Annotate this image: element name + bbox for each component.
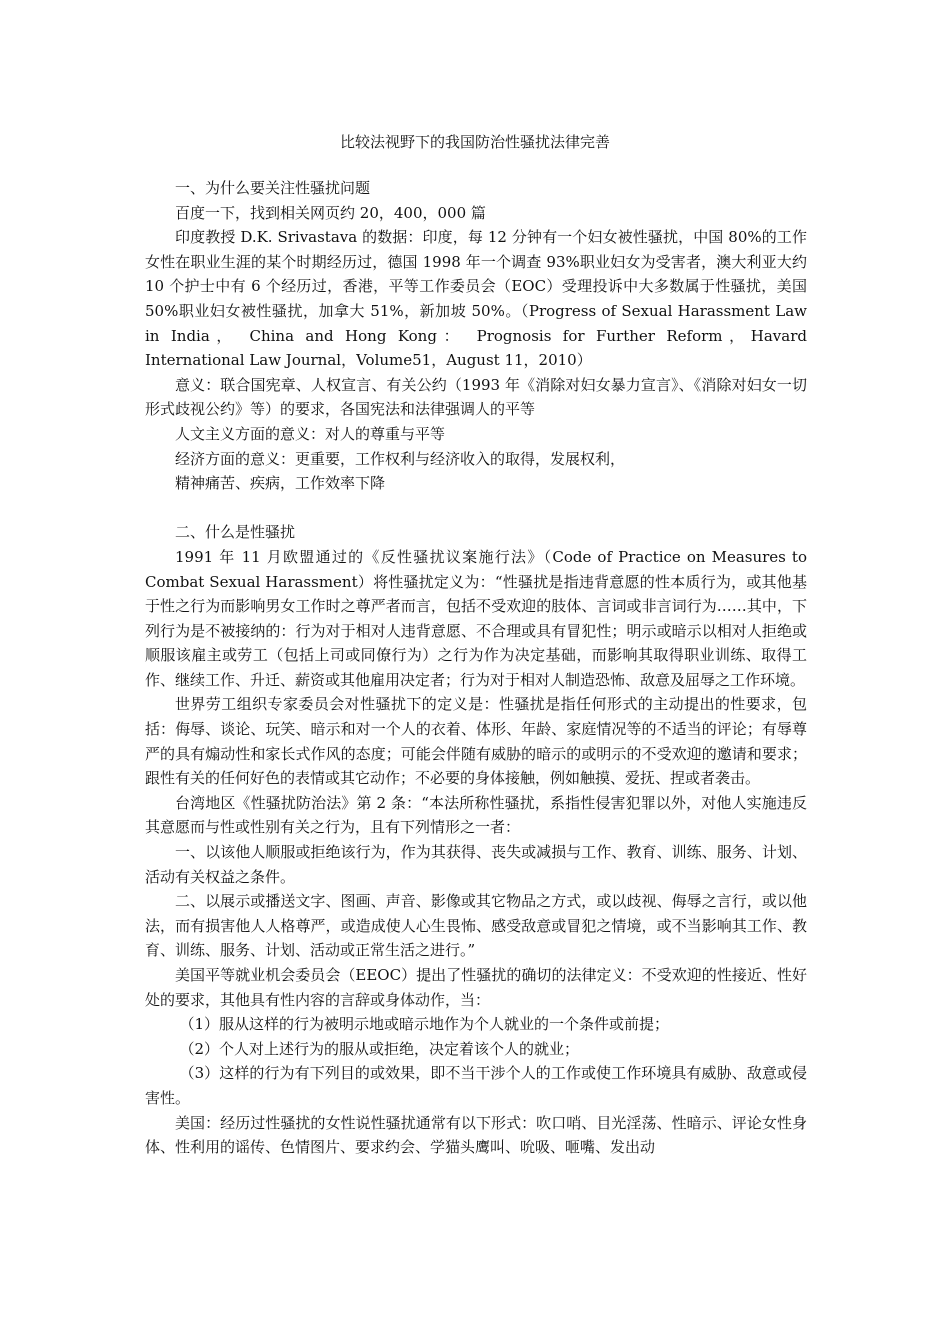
paragraph: 精神痛苦、疾病，工作效率下降 — [175, 474, 386, 493]
list-item: （3）这样的行为有下列目的或效果，即不当干涉个人的工作或使工作环境具有威胁、敌意或侵害性。 — [145, 1064, 807, 1107]
paragraph: 美国平等就业机会委员会（EEOC）提出了性骚扰的确切的法律定义：不受欢迎的性接近、性好处的要求，其他具有性内容的言辞或身体动作，当： — [145, 966, 807, 1009]
paragraph: 二、以展示或播送文字、图画、声音、影像或其它物品之方式，或以歧视、侮辱之言行，或以他法，而有损害他人人格尊严，或造成使人心生畏怖、感受敌意或冒犯之情境，或不当影响其工作、教育、训练、服务、计划、活动或正常生活之进行。” — [145, 892, 807, 960]
paragraph: 经济方面的意义：更重要，工作权利与经济收入的取得，发展权利， — [175, 449, 626, 468]
list-item: （1）服从这样的行为被明示地或暗示地作为个人就业的一个条件或前提； — [179, 1015, 670, 1034]
paragraph: 台湾地区《性骚扰防治法》第 2 条：“本法所称性骚扰，系指性侵害犯罪以外，对他人实施违反其意愿而与性或性别有关之行为，且有下列情形之一者： — [145, 793, 807, 837]
section-gap — [145, 496, 807, 521]
section1-heading: 一、为什么要关注性骚扰问题 — [175, 179, 371, 197]
paragraph: 人文主义方面的意义：对人的尊重与平等 — [175, 424, 446, 443]
paragraph: 美国：经历过性骚扰的女性说性骚扰通常有以下形式：吹口哨、目光淫荡、性暗示、评论女性身体、性利用的谣传、色情图片、要求约会、学猫头鹰叫、吮吸、咂嘴、发出动 — [145, 1113, 807, 1157]
paragraph: 印度教授 D.K. Srivastava 的数据：印度，每 12 分钟有一个妇女被性骚扰，中国 80%的工作女性在职业生涯的某个时期经历过，德国 1998 年一个调查 93%职业妇女为受害者，澳大利亚大约 10 个护士中有 6 个经历过，香港，平等工作委员会（EOC）受理投诉中大多数属于性骚扰，美国 50%职业妇女被性骚扰，加拿大 51%，新加坡 50%。（Progress of Sexual Harassment Law in India， China and Hong Kong： Prognosis for Further Reform，Havard International Law Journal，Volume51，August 11，2010） — [145, 228, 807, 370]
paragraph: 世界劳工组织专家委员会对性骚扰下的定义是：性骚扰是指任何形式的主动提出的性要求，包括：侮辱、谈论、玩笑、暗示和对一个人的衣着、体形、年龄、家庭情况等的不适当的评论；有辱尊严的具有煽动性和家长式作风的态度；可能会伴随有威胁的暗示的或明示的不受欢迎的邀请和要求；跟性有关的任何好色的表情或其它动作；不必要的身体接触，例如触摸、爱抚、捏或者袭击。 — [145, 695, 807, 788]
paragraph: 意义：联合国宪章、人权宣言、有关公约（1993 年《消除对妇女暴力宣言》、《消除对妇女一切形式歧视公约》等）的要求，各国宪法和法律强调人的平等 — [145, 375, 807, 419]
list-item: （2）个人对上述行为的服从或拒绝，决定着该个人的就业； — [179, 1039, 580, 1058]
document-body — [145, 176, 807, 1160]
section2-heading: 二、什么是性骚扰 — [175, 523, 296, 542]
paragraph: 一、以该他人顺服或拒绝该行为，作为其获得、丧失或减损与工作、教育、训练、服务、计划、活动有关权益之条件。 — [145, 843, 807, 886]
paragraph: 1991 年 11 月欧盟通过的《反性骚扰议案施行法》（Code of Practice on Measures to Combat Sexual Harassment）将性骚扰定义为：“性骚扰是指违背意愿的性本质行为，或其他基于性之行为而影响男女工作时之尊严者而言，包括不受欢迎的肢体、言词或非言词行为……其中，下列行为是不被接纳的：行为对于相对人违背意愿、不合理或具有冒犯性；明示或暗示以相对人拒绝或顺服该雇主或劳工（包括上司或同僚行为）之行为作为决定基础，而影响其取得职业训练、取得工作、继续工作、升迁、薪资或其他雇用决定者；行为对于相对人制造恐怖、敌意及屈辱之工作环境。 — [145, 547, 807, 689]
paragraph: 百度一下，找到相关网页约 20，400，000 篇 — [175, 203, 486, 222]
document-title: 比较法视野下的我国防治性骚扰法律完善 — [339, 133, 610, 151]
